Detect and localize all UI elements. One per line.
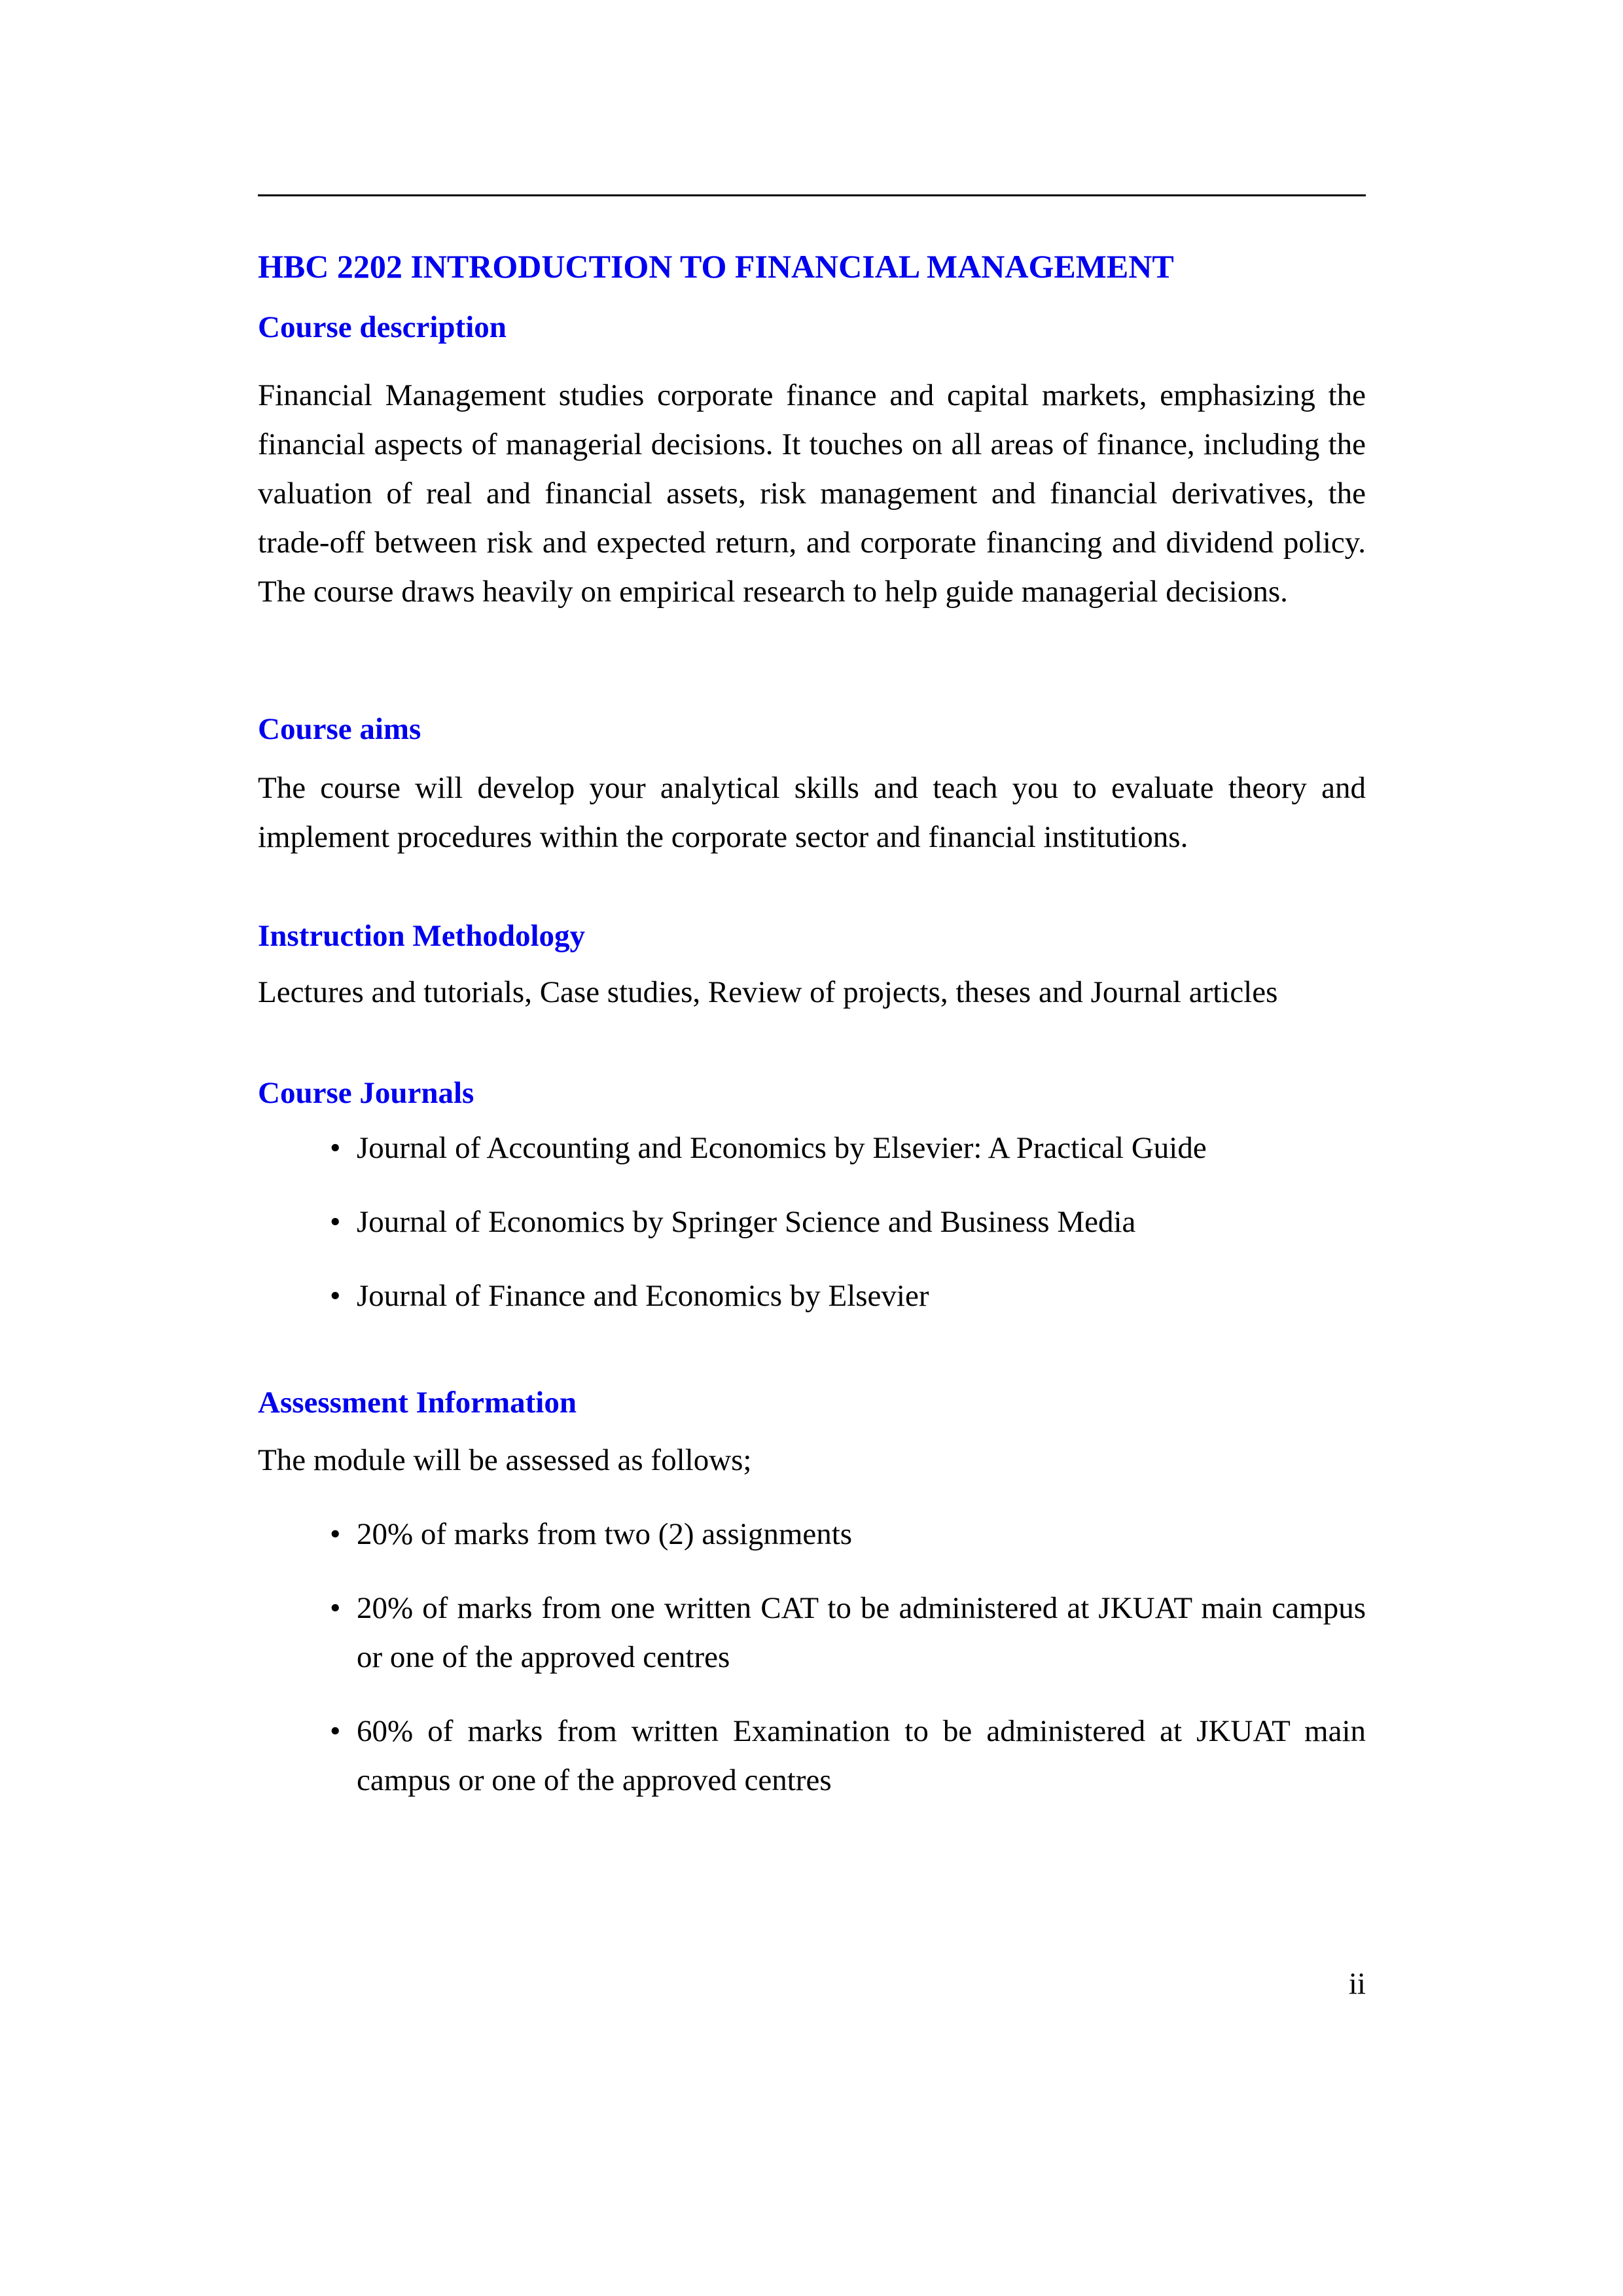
course-description-paragraph: Financial Management studies corporate finance and capital markets, emphasizing the financial aspects of managerial decisions. It touches on all areas of finance, including the valuation of real and financial assets, risk management and financial derivatives, the trade-off between risk and expected return, and corporate financing and dividend policy. The course draws heavily on empirical research to help guide managerial decisions.	[258, 378, 1366, 609]
section-heading-assessment-information: Assessment Information	[258, 1386, 577, 1420]
instruction-methodology-paragraph: Lectures and tutorials, Case studies, Review of projects, theses and Journal articles	[258, 975, 1278, 1009]
journal-list-item: • Journal of Economics by Springer Science and Business Media	[258, 1198, 1366, 1247]
course-journals-list	[258, 1124, 1366, 1346]
assessment-intro-paragraph: The module will be assessed as follows;	[258, 1443, 752, 1477]
assessment-list-item: • 60% of marks from written Examination to be administered at JKUAT main campus or one of the approved centres	[258, 1707, 1366, 1805]
section-heading-course-aims: Course aims	[258, 712, 421, 746]
journal-list-item: • Journal of Finance and Economics by Elsevier	[258, 1272, 1366, 1321]
page-number: ii	[1348, 1967, 1366, 2001]
course-title: HBC 2202 INTRODUCTION TO FINANCIAL MANAGEMENT	[258, 248, 1174, 285]
assessment-list-item: • 20% of marks from one written CAT to be administered at JKUAT main campus or one of the approved centres	[258, 1584, 1366, 1682]
header-rule	[258, 194, 1366, 196]
section-heading-course-description: Course description	[258, 310, 507, 344]
assessment-list-item: • 20% of marks from two (2) assignments	[258, 1510, 1366, 1559]
assessment-list	[258, 1510, 1366, 1830]
section-heading-course-journals: Course Journals	[258, 1076, 474, 1110]
course-aims-paragraph: The course will develop your analytical skills and teach you to evaluate theory and implement procedures within the corporate sector and financial institutions.	[258, 771, 1366, 854]
journal-list-item: • Journal of Accounting and Economics by Elsevier: A Practical Guide	[258, 1124, 1366, 1173]
section-heading-instruction-methodology: Instruction Methodology	[258, 919, 586, 953]
